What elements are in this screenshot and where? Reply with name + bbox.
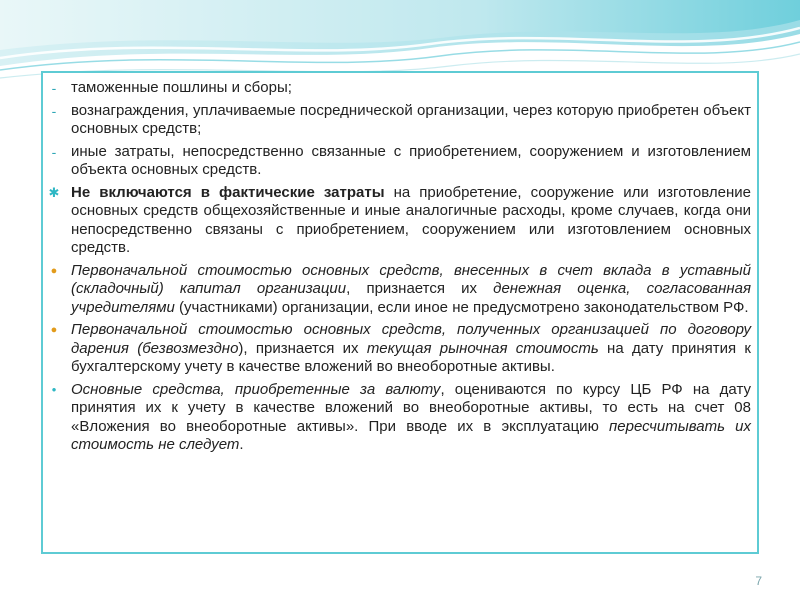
item-text: пересчитывать их стоимость не следует	[71, 417, 751, 453]
item-text: Первоначальной стоимостью основных средств, внесенных в счет вклада в уставный (складочный) капитал организации	[71, 261, 751, 297]
item-text: Не включаются в фактические затраты	[71, 183, 385, 201]
item-text: текущая рыночная стоимость	[366, 339, 599, 357]
item-text: (участниками) организации, если иное не предусмотрено законодательством РФ.	[174, 298, 749, 316]
list-item	[51, 79, 751, 98]
item-text: на дату принятия к бухгалтерскому учету в качестве вложений во внеоборотные активы.	[71, 339, 751, 375]
list-item	[50, 261, 751, 318]
content-list	[48, 79, 751, 459]
list-item	[51, 380, 751, 455]
list-item	[50, 321, 751, 377]
list-item	[51, 142, 751, 180]
dash-marker: -	[51, 80, 57, 96]
item-text: таможенные пошлины и сборы;	[71, 79, 292, 96]
item-text: Первоначальной стоимостью основных средств, полученных организацией по договору дарения (безвозмездно	[71, 321, 751, 357]
item-text: вознаграждения, уплачиваемые посреднической организации, через которую приобретен объект основных средств;	[71, 101, 751, 137]
item-text: Основные средства, приобретенные за валюту	[71, 380, 441, 398]
bullet-icon: •	[51, 381, 57, 397]
circle-bullet-icon: ●	[50, 264, 58, 277]
item-text: денежная оценка, согласованная учредителями	[71, 280, 751, 316]
item-text: на приобретение, сооружение или изготовление основных средств общехозяйственные и иные аналогичные расходы, кроме случаев, когда они непосредственно связаны с приобретением, сооружением или изготовлением основных средств.	[71, 183, 751, 256]
item-text: .	[239, 436, 244, 453]
dash-marker: -	[51, 102, 57, 119]
dash-marker: -	[51, 143, 57, 160]
item-text: , оцениваются по курсу ЦБ РФ на дату принятия их к учету в качестве вложений во внеоборотные активы, то есть на счет 08 «Вложения во внеоборотные активы». При вводе их в эксплуатацию	[71, 380, 751, 435]
page-number: 7	[755, 574, 762, 588]
list-item	[48, 183, 751, 258]
item-text: иные затраты, непосредственно связанные с приобретением, сооружением и изготовлением объекта основных средств.	[71, 142, 751, 178]
circle-bullet-icon: ●	[50, 324, 58, 336]
bullet-icon: ✱	[48, 184, 60, 200]
content-frame	[41, 71, 759, 554]
item-text: , признается их	[346, 280, 494, 297]
item-text: ), признается их	[238, 339, 367, 357]
list-item	[51, 101, 751, 139]
